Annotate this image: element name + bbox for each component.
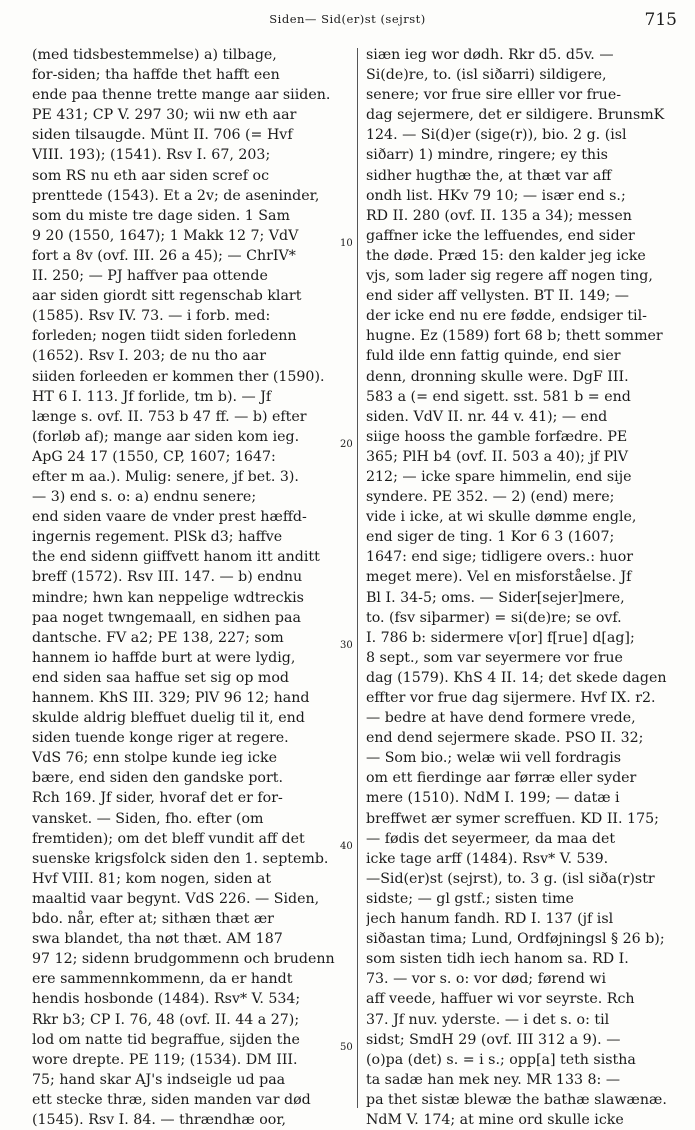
text-line: for-siden; tha haffde thet hafft een xyxy=(32,67,280,84)
text-line: der icke end nu ere fødde, endsiger til- xyxy=(366,308,647,325)
margin-line-number: 10 xyxy=(340,238,353,249)
text-line: sidher hugthæ the, at thæt var aff xyxy=(366,167,612,184)
text-line: 212; — icke spare himmelin, end sije xyxy=(366,468,632,485)
text-line: breffwet ær symer screffuen. KD II. 175; xyxy=(366,810,659,827)
text-line: effter vor frue dag sijermere. Hvf IX. r2. xyxy=(366,690,656,706)
text-line: dag sejermere, det er sildigere. BrunsmK xyxy=(366,107,665,124)
text-line: aff veede, haffuer wi vor seyrste. Rch xyxy=(366,991,635,1008)
text-line: fort a 8v (ovf. III. 26 a 45); — ChrIV* xyxy=(32,247,296,264)
text-line: paa noget twngemaall, en sidhen paa xyxy=(32,609,301,626)
text-line: VdS 76; enn stolpe kunde ieg icke xyxy=(32,750,277,767)
text-line: 1647: end sige; tidligere overs.: huor xyxy=(366,549,634,566)
text-line: hannem io haffde burt at were lydig, xyxy=(32,649,296,666)
text-line: 37. Jf nuv. yderste. — i det s. o: til xyxy=(366,1011,610,1028)
text-line: ondh list. HKv 79 10; — især end s.; xyxy=(366,187,626,204)
text-line: vansket. — Siden, fho. efter (om xyxy=(32,810,264,827)
text-line: meget mere). Vel en misforståelse. Jf xyxy=(366,569,632,586)
text-line: (1652). Rsv I. 203; de nu tho aar xyxy=(32,348,267,365)
text-line: NdM V. 174; at mine ord skulle icke xyxy=(366,1111,624,1128)
text-line: PE 431; CP V. 297 30; wii nw eth aar xyxy=(32,107,297,124)
text-line: — bedre at have dend formere vrede, xyxy=(366,710,636,727)
text-line: længe s. ovf. II. 753 b 47 ff. — b) efter xyxy=(32,408,307,425)
text-line: suenske krigsfolck siden den 1. septemb. xyxy=(32,850,329,867)
text-line: end siden vaare de vnder prest hæffd- xyxy=(32,509,307,526)
text-line: RD II. 280 (ovf. II. 135 a 34); messen xyxy=(366,207,632,224)
text-line: 75; hand skar AJ's indseigle ud paa xyxy=(32,1071,286,1088)
text-line: breff (1572). Rsv III. 147. — b) endnu xyxy=(32,569,303,586)
text-line: ere sammennkommenn, da er handt xyxy=(32,971,293,988)
text-line: 9 20 (1550, 1647); 1 Makk 12 7; VdV xyxy=(32,227,299,244)
running-head: Siden— Sid(er)st (sejrst) xyxy=(269,12,426,26)
text-line: siðastan tima; Lund, Ordføjningsl § 26 b); xyxy=(366,931,665,948)
text-line: siden tuende konge riger at regere. xyxy=(32,730,289,747)
text-line: Hvf VIII. 81; kom nogen, siden at xyxy=(32,870,272,887)
text-line: (forløb af); mange aar siden kom ieg. xyxy=(32,428,300,445)
text-line: dag (1579). KhS 4 II. 14; det skede dagen xyxy=(366,669,667,686)
text-line: siæn ieg wor dødh. Rkr d5. d5v. — xyxy=(366,47,614,63)
text-line: vide i icke, at wi skulle dømme engle, xyxy=(366,509,637,526)
text-line: ett stecke thræ, siden manden var død xyxy=(32,1091,311,1108)
margin-line-number: 50 xyxy=(340,1042,353,1053)
text-line: bdo. når, efter at; sithæn thæt ær xyxy=(32,911,274,928)
text-line: fremtiden); om det bleff vundit aff det xyxy=(32,830,305,847)
text-line: hendis hosbonde (1484). Rsv* V. 534; xyxy=(32,991,301,1008)
text-line: siige hooss the gamble forfædre. PE xyxy=(366,428,628,445)
text-line: som du miste tre dage siden. 1 Sam xyxy=(32,207,290,224)
text-line: II. 250; — PJ haffver paa ottende xyxy=(32,268,268,285)
text-line: ApG 24 17 (1550, CP, 1607; 1647: xyxy=(32,448,276,465)
text-line: siden tilsaugde. Münt II. 706 (= Hvf xyxy=(32,127,293,144)
margin-line-number: 30 xyxy=(340,640,353,651)
text-line: end siden saa haffue set sig op mod xyxy=(32,669,290,686)
text-line: 73. — vor s. o: vor død; førend wi xyxy=(366,971,606,988)
text-line: I. 786 b: sidermere v[or] f[rue] d[ag]; xyxy=(366,629,635,646)
text-line: jech hanum fandh. RD I. 137 (jf isl xyxy=(366,911,614,928)
text-line: fuld ilde enn fattig quinde, end sier xyxy=(366,348,621,365)
text-line: ingernis regement. PlSk d3; haffve xyxy=(32,529,283,546)
text-line: sidst; SmdH 29 (ovf. III 312 a 9). — xyxy=(366,1031,621,1048)
left-column xyxy=(32,45,347,1130)
text-line: pa thet sistæ blewæ the bathæ slawænæ. xyxy=(366,1091,667,1108)
text-line: siðarr) 1) mindre, ringere; ey this xyxy=(366,147,608,164)
text-line: aar siden giordt sitt regenschab klart xyxy=(32,288,302,305)
text-line: efter m aa.). Mulig: senere, jf bet. 3). xyxy=(32,468,299,485)
text-line: syndere. PE 352. — 2) (end) mere; xyxy=(366,489,615,506)
text-line: —Sid(er)st (sejrst), to. 3 g. (isl siða(r)str xyxy=(366,870,655,887)
text-line: (1545). Rsv I. 84. — thrændhæ oor, xyxy=(32,1111,287,1128)
text-line: bære, end siden den gandske port. xyxy=(32,770,283,787)
right-column xyxy=(366,45,684,1130)
text-line: 124. — Si(d)er (sige(r)), bio. 2 g. (isl xyxy=(366,127,627,144)
text-line: 583 a (= end sigett. sst. 581 b = end xyxy=(366,388,631,405)
text-line: the døde. Præd 15: den kalder jeg icke xyxy=(366,247,646,264)
column-divider xyxy=(357,48,358,1108)
page-number: 715 xyxy=(644,10,677,30)
text-line: prenttede (1543). Et a 2v; de aseninder, xyxy=(32,187,320,204)
text-line: dantsche. FV a2; PE 138, 227; som xyxy=(32,629,284,646)
text-line: 8 sept., som var seyermere vor frue xyxy=(366,649,623,666)
text-line: senere; vor frue sire elller vor frue- xyxy=(366,87,622,104)
text-line: mere (1510). NdM I. 199; — datæ i xyxy=(366,790,620,807)
text-line: gaffner icke the leffuendes, end sider xyxy=(366,227,635,244)
text-line: (o)pa (det) s. = i s.; opp[a] teth sistha xyxy=(366,1051,636,1068)
text-line: VIII. 193); (1541). Rsv I. 67, 203; xyxy=(32,147,271,164)
text-line: hannem. KhS III. 329; PlV 96 12; hand xyxy=(32,690,310,706)
margin-line-number: 40 xyxy=(340,841,353,852)
text-line: 97 12; sidenn brudgommenn och brudenn xyxy=(32,951,335,968)
text-line: wore drepte. PE 119; (1534). DM III. xyxy=(32,1051,298,1068)
text-line: icke tage arff (1484). Rsv* V. 539. xyxy=(366,850,609,867)
text-line: end siger de ting. 1 Kor 6 3 (1607; xyxy=(366,529,615,546)
text-line: Si(de)re, to. (isl siðarri) sildigere, xyxy=(366,67,607,84)
text-line: HT 6 I. 113. Jf forlide, tm b). — Jf xyxy=(32,388,272,405)
text-line: swa blandet, tha nøt thæt. AM 187 xyxy=(32,931,283,948)
text-line: — Som bio.; welæ wii vell fordragis xyxy=(366,750,622,767)
text-line: to. (fsv siþarmer) = si(de)re; se ovf. xyxy=(366,609,622,626)
text-line: siiden forleeden er kommen ther (1590). xyxy=(32,368,325,385)
text-line: the end sidenn giiffvett hanom itt anditt xyxy=(32,549,320,566)
text-line: om ett fierdinge aar førræ eller syder xyxy=(366,770,637,787)
text-line: ta sadæ han mek ney. MR 133 8: — xyxy=(366,1071,621,1088)
text-line: siden. VdV II. nr. 44 v. 41); — end xyxy=(366,408,608,425)
text-line: hugne. Ez (1589) fort 68 b; thett sommer xyxy=(366,328,663,345)
text-line: som sisten tidh iech hanom sa. RD I. xyxy=(366,951,629,968)
text-line: Rch 169. Jf sider, hvoraf det er for- xyxy=(32,790,283,807)
text-line: — 3) end s. o: a) endnu senere; xyxy=(32,489,257,506)
text-line: maaltid vaar begynt. VdS 226. — Siden, xyxy=(32,890,320,907)
text-line: skulde aldrig bleffuet duelig til it, end xyxy=(32,710,305,727)
text-line: end dend sejermere skade. PSO II. 32; xyxy=(366,730,644,747)
text-line: Rkr b3; CP I. 76, 48 (ovf. II. 44 a 27); xyxy=(32,1011,300,1028)
text-line: mindre; hwn kan neppelige wdtreckis xyxy=(32,589,304,606)
text-line: end sider aff vellysten. BT II. 149; — xyxy=(366,288,629,305)
margin-line-number: 20 xyxy=(340,439,353,450)
text-line: lod om natte tid begraffue, sijden the xyxy=(32,1031,300,1048)
text-line: sidste; — gl gstf.; sisten time xyxy=(366,890,574,907)
text-line: (med tidsbestemmelse) a) tilbage, xyxy=(32,47,277,63)
text-line: 365; PlH b4 (ovf. II. 503 a 40); jf PlV xyxy=(366,448,628,465)
text-line: vjs, som lader sig regere aff nogen ting, xyxy=(366,268,653,285)
page-header xyxy=(0,10,695,36)
text-line: forleden; nogen tiidt siden forledenn xyxy=(32,328,297,345)
text-line: — fødis det seyermeer, da maa det xyxy=(366,830,616,847)
text-line: Bl I. 34-5; oms. — Sider[sejer]mere, xyxy=(366,589,625,606)
text-line: denn, dronning skulle were. DgF III. xyxy=(366,368,629,385)
text-line: (1585). Rsv IV. 73. — i forb. med: xyxy=(32,308,271,325)
text-line: som RS nu eth aar siden scref oc xyxy=(32,167,270,184)
text-line: ende paa thenne trette mange aar siiden. xyxy=(32,87,331,104)
